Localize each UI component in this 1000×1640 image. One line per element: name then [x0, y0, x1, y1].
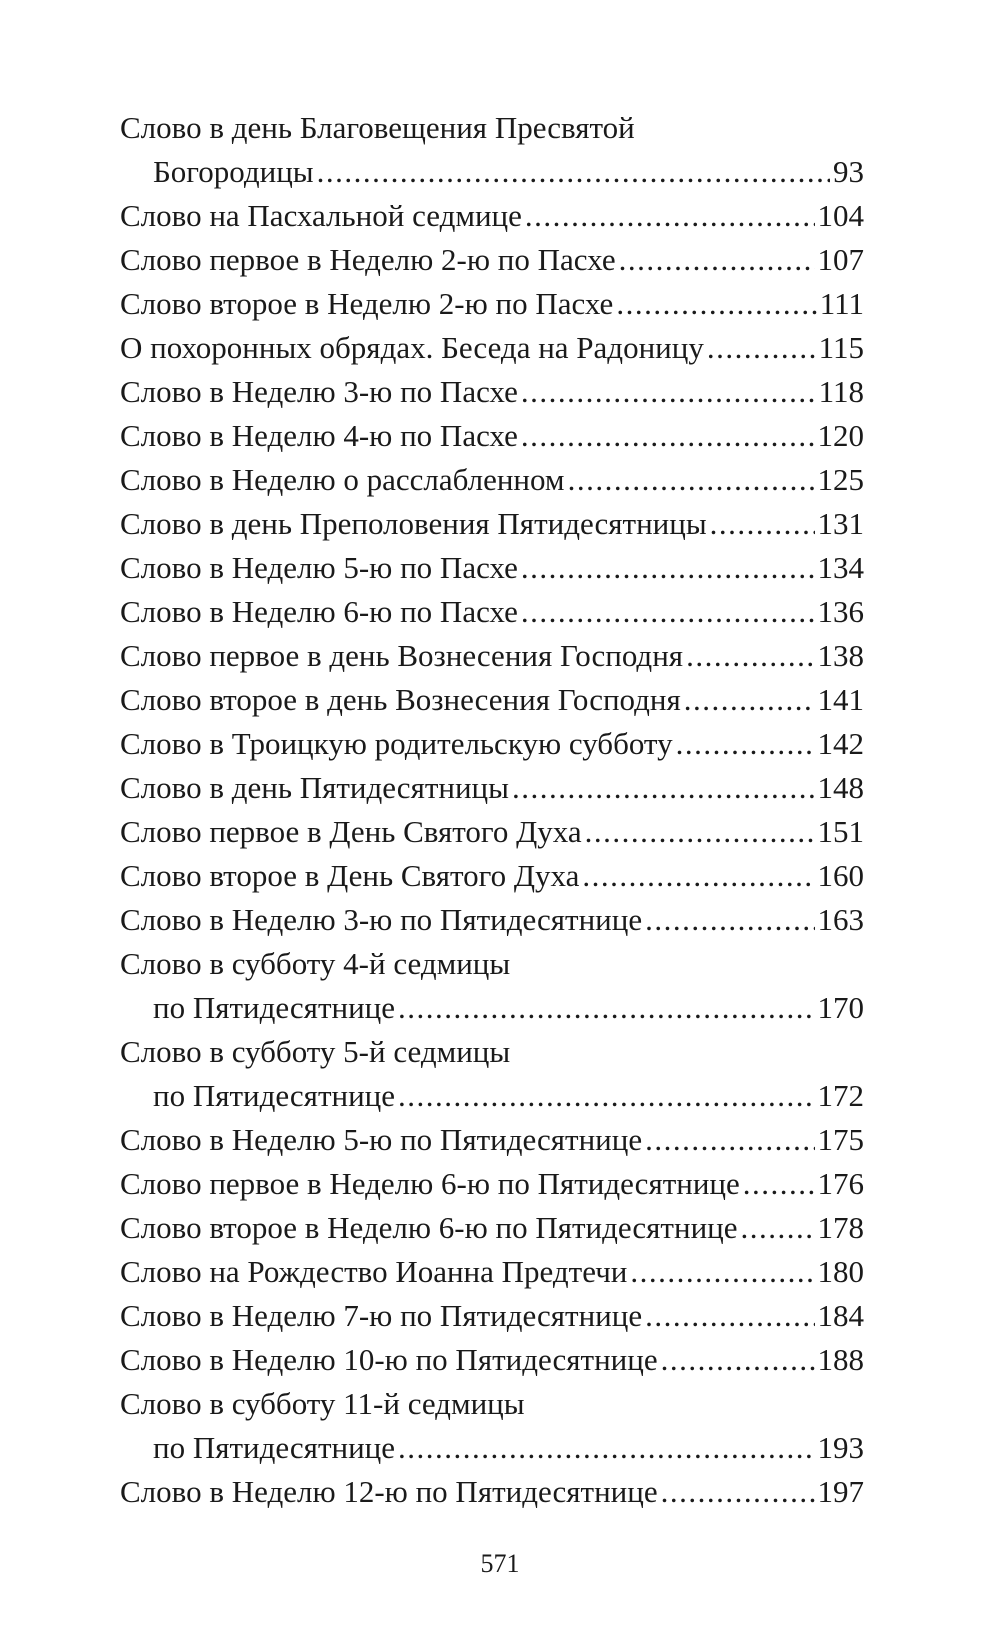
leader-dots — [398, 986, 814, 1030]
leader-dots — [317, 150, 830, 194]
toc-entry-page: 188 — [817, 1342, 864, 1377]
toc-entry-line — [120, 106, 864, 150]
toc-entry — [120, 678, 864, 722]
toc-entry-line — [120, 1030, 864, 1074]
toc-entry-page: 138 — [817, 638, 864, 673]
toc-entry — [120, 1338, 864, 1382]
toc-entry — [120, 502, 864, 546]
toc-entry — [120, 1118, 864, 1162]
toc-entry-page: 197 — [817, 1474, 864, 1509]
toc-entry-line — [120, 854, 864, 898]
toc-entry-page: 104 — [817, 198, 864, 233]
leader-dots — [585, 810, 815, 854]
toc-entry-continuation-line — [120, 1074, 864, 1118]
toc-entry-title: Слово второе в день Вознесения Господня — [120, 682, 681, 717]
toc-entry — [120, 1250, 864, 1294]
toc-entry-page: 115 — [818, 330, 864, 365]
toc-entry — [120, 326, 864, 370]
toc-entry-line — [120, 1206, 864, 1250]
toc-entry-line — [120, 1382, 864, 1426]
toc-entry-page: 125 — [817, 462, 864, 497]
toc-entry-title: Слово в Неделю о расслабленном — [120, 462, 565, 497]
toc-entry-line — [120, 1470, 864, 1514]
toc-entry-line — [120, 1338, 864, 1382]
toc-entry-page: 151 — [817, 814, 864, 849]
leader-dots — [616, 282, 816, 326]
leader-dots — [645, 1294, 814, 1338]
toc-entry-line — [120, 1250, 864, 1294]
toc-entry — [120, 194, 864, 238]
toc-entry-line — [120, 634, 864, 678]
leader-dots — [619, 238, 815, 282]
toc-entry-title-continuation: по Пятидесятнице — [153, 990, 396, 1025]
toc-entry-page: 193 — [817, 1430, 864, 1465]
toc-entry — [120, 238, 864, 282]
toc-entry-line — [120, 810, 864, 854]
toc-entry-title: Слово в Неделю 3-ю по Пасхе — [120, 374, 518, 409]
toc-entry-page: 136 — [817, 594, 864, 629]
toc-entry-title: Слово второе в Неделю 6-ю по Пятидесятнице — [120, 1210, 738, 1245]
toc-entry — [120, 370, 864, 414]
toc-entry-title: Слово первое в День Святого Духа — [120, 814, 582, 849]
toc-entry-title: Слово в день Преполовения Пятидесятницы — [120, 506, 707, 541]
toc-entry-title: Слово первое в Неделю 6-ю по Пятидесятнице — [120, 1166, 740, 1201]
toc-entry-line — [120, 766, 864, 810]
leader-dots — [521, 546, 815, 590]
leader-dots — [521, 590, 815, 634]
toc-entry-page: 111 — [819, 286, 864, 321]
toc-entry-line — [120, 1294, 864, 1338]
toc-entry-title-continuation: Богородицы — [153, 154, 314, 189]
toc-entry-line — [120, 1162, 864, 1206]
toc-entry-title: Слово в субботу 4-й седмицы — [120, 946, 511, 981]
toc-entry-title: Слово в субботу 11-й седмицы — [120, 1386, 525, 1421]
toc-entry-page: 118 — [818, 374, 864, 409]
toc-entry-line — [120, 1118, 864, 1162]
toc-entry-continuation-line — [120, 150, 864, 194]
leader-dots — [568, 458, 815, 502]
toc-entry-line — [120, 678, 864, 722]
leader-dots — [710, 502, 815, 546]
toc-entry-title: Слово в Неделю 12-ю по Пятидесятнице — [120, 1474, 658, 1509]
table-of-contents — [120, 106, 864, 1514]
toc-entry-line — [120, 326, 864, 370]
toc-entry — [120, 810, 864, 854]
leader-dots — [676, 722, 815, 766]
toc-entry-line — [120, 546, 864, 590]
toc-entry-continuation-line — [120, 986, 864, 1030]
leader-dots — [686, 634, 814, 678]
toc-entry — [120, 1206, 864, 1250]
toc-entry-page: 131 — [817, 506, 864, 541]
toc-entry-title: Слово на Рождество Иоанна Предтечи — [120, 1254, 628, 1289]
toc-entry-line — [120, 722, 864, 766]
toc-entry-title-continuation: по Пятидесятнице — [153, 1430, 396, 1465]
leader-dots — [630, 1250, 814, 1294]
toc-entry-title: Слово первое в день Вознесения Господня — [120, 638, 684, 673]
toc-entry — [120, 590, 864, 634]
toc-entry-page: 107 — [817, 242, 864, 277]
toc-entry-title: Слово в Неделю 7-ю по Пятидесятнице — [120, 1298, 643, 1333]
leader-dots — [741, 1206, 815, 1250]
toc-entry-page: 176 — [817, 1166, 864, 1201]
toc-entry-page: 178 — [817, 1210, 864, 1245]
toc-entry-page: 172 — [817, 1078, 864, 1113]
toc-entry-title: Слово в субботу 5-й седмицы — [120, 1034, 511, 1069]
toc-entry-line — [120, 942, 864, 986]
leader-dots — [645, 1118, 814, 1162]
leader-dots — [521, 370, 816, 414]
leader-dots — [707, 326, 816, 370]
toc-entry-page: 175 — [817, 1122, 864, 1157]
leader-dots — [525, 194, 815, 238]
toc-entry — [120, 1162, 864, 1206]
toc-entry-title: Слово в день Пятидесятницы — [120, 770, 509, 805]
toc-entry-page: 120 — [817, 418, 864, 453]
toc-entry — [120, 414, 864, 458]
toc-entry — [120, 1294, 864, 1338]
toc-entry-title: Слово в Неделю 5-ю по Пасхе — [120, 550, 518, 585]
leader-dots — [661, 1470, 815, 1514]
toc-entry — [120, 1382, 864, 1470]
toc-entry-title: Слово в день Благовещения Пресвятой — [120, 110, 635, 145]
toc-entry-line — [120, 502, 864, 546]
toc-entry-page: 180 — [817, 1254, 864, 1289]
leader-dots — [645, 898, 814, 942]
toc-entry-title: Слово второе в Неделю 2-ю по Пасхе — [120, 286, 614, 321]
toc-entry-title: Слово на Пасхальной седмице — [120, 198, 522, 233]
toc-entry-continuation-line — [120, 1426, 864, 1470]
toc-entry-line — [120, 238, 864, 282]
toc-entry — [120, 634, 864, 678]
toc-entry-line — [120, 414, 864, 458]
toc-entry — [120, 942, 864, 1030]
toc-entry-title: Слово второе в День Святого Духа — [120, 858, 580, 893]
toc-entry-page: 163 — [817, 902, 864, 937]
toc-entry-line — [120, 898, 864, 942]
toc-entry-title: Слово в Неделю 10-ю по Пятидесятнице — [120, 1342, 658, 1377]
leader-dots — [582, 854, 814, 898]
leader-dots — [398, 1074, 814, 1118]
leader-dots — [661, 1338, 815, 1382]
leader-dots — [743, 1162, 815, 1206]
toc-entry — [120, 722, 864, 766]
toc-entry-page: 134 — [817, 550, 864, 585]
toc-entry-title: Слово в Неделю 6-ю по Пасхе — [120, 594, 518, 629]
toc-entry-title: О похоронных обрядах. Беседа на Радоницу — [120, 330, 704, 365]
toc-entry — [120, 766, 864, 810]
toc-entry-title: Слово первое в Неделю 2-ю по Пасхе — [120, 242, 616, 277]
toc-entry-line — [120, 194, 864, 238]
toc-entry — [120, 282, 864, 326]
leader-dots — [521, 414, 815, 458]
toc-entry-page: 170 — [817, 990, 864, 1025]
toc-entry — [120, 1030, 864, 1118]
toc-entry-page: 93 — [833, 154, 864, 189]
page-number: 571 — [480, 1549, 520, 1578]
toc-entry-title: Слово в Неделю 4-ю по Пасхе — [120, 418, 518, 453]
toc-entry-line — [120, 458, 864, 502]
toc-entry-title: Слово в Неделю 5-ю по Пятидесятнице — [120, 1122, 643, 1157]
toc-entry — [120, 546, 864, 590]
leader-dots — [398, 1426, 814, 1470]
leader-dots — [512, 766, 815, 810]
leader-dots — [684, 678, 815, 722]
toc-entry — [120, 1470, 864, 1514]
toc-entry-page: 160 — [817, 858, 864, 893]
toc-entry — [120, 898, 864, 942]
toc-entry-title: Слово в Неделю 3-ю по Пятидесятнице — [120, 902, 643, 937]
toc-entry-line — [120, 370, 864, 414]
toc-entry-line — [120, 282, 864, 326]
toc-entry-page: 148 — [817, 770, 864, 805]
toc-entry-line — [120, 590, 864, 634]
toc-entry-title-continuation: по Пятидесятнице — [153, 1078, 396, 1113]
toc-entry — [120, 458, 864, 502]
toc-entry-page: 142 — [817, 726, 864, 761]
toc-entry — [120, 854, 864, 898]
toc-entry — [120, 106, 864, 194]
toc-entry-page: 141 — [817, 682, 864, 717]
toc-entry-page: 184 — [817, 1298, 864, 1333]
toc-entry-title: Слово в Троицкую родительскую субботу — [120, 726, 673, 761]
